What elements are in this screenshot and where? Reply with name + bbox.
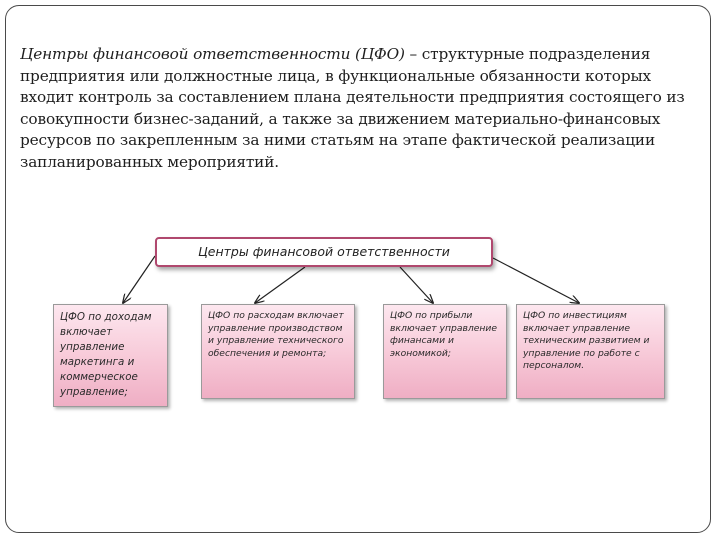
node-income-center: ЦФО по доходам включает управление маркетинга и коммерческое управление; xyxy=(53,304,168,407)
definition-body: – структурные подразделения предприятия или должностные лица, в функциональные обязанности которых входит контроль за составлением плана деятельности предприятия состоящего из совокупности бизнес-заданий, а также за движением материально-финансовых ресурсов по закрепленным за ними статьям на этапе фактической реализации запланированных мероприятий. xyxy=(20,45,685,171)
arrow-to-investment xyxy=(493,258,579,303)
node-profit-center: ЦФО по прибыли включает управление финансами и экономикой; xyxy=(383,304,507,399)
definition-term: Центры финансовой ответственности (ЦФО) xyxy=(20,45,405,63)
node-investment-center: ЦФО по инвестициям включает управление техническим развитием и управление по работе с персоналом. xyxy=(516,304,665,399)
arrow-to-profit xyxy=(400,267,433,303)
root-node: Центры финансовой ответственности xyxy=(155,237,493,267)
arrow-to-expense xyxy=(255,267,305,303)
arrow-to-income xyxy=(123,256,155,303)
node-expense-center: ЦФО по расходам включает управление производством и управление технического обеспечения и ремонта; xyxy=(201,304,355,399)
